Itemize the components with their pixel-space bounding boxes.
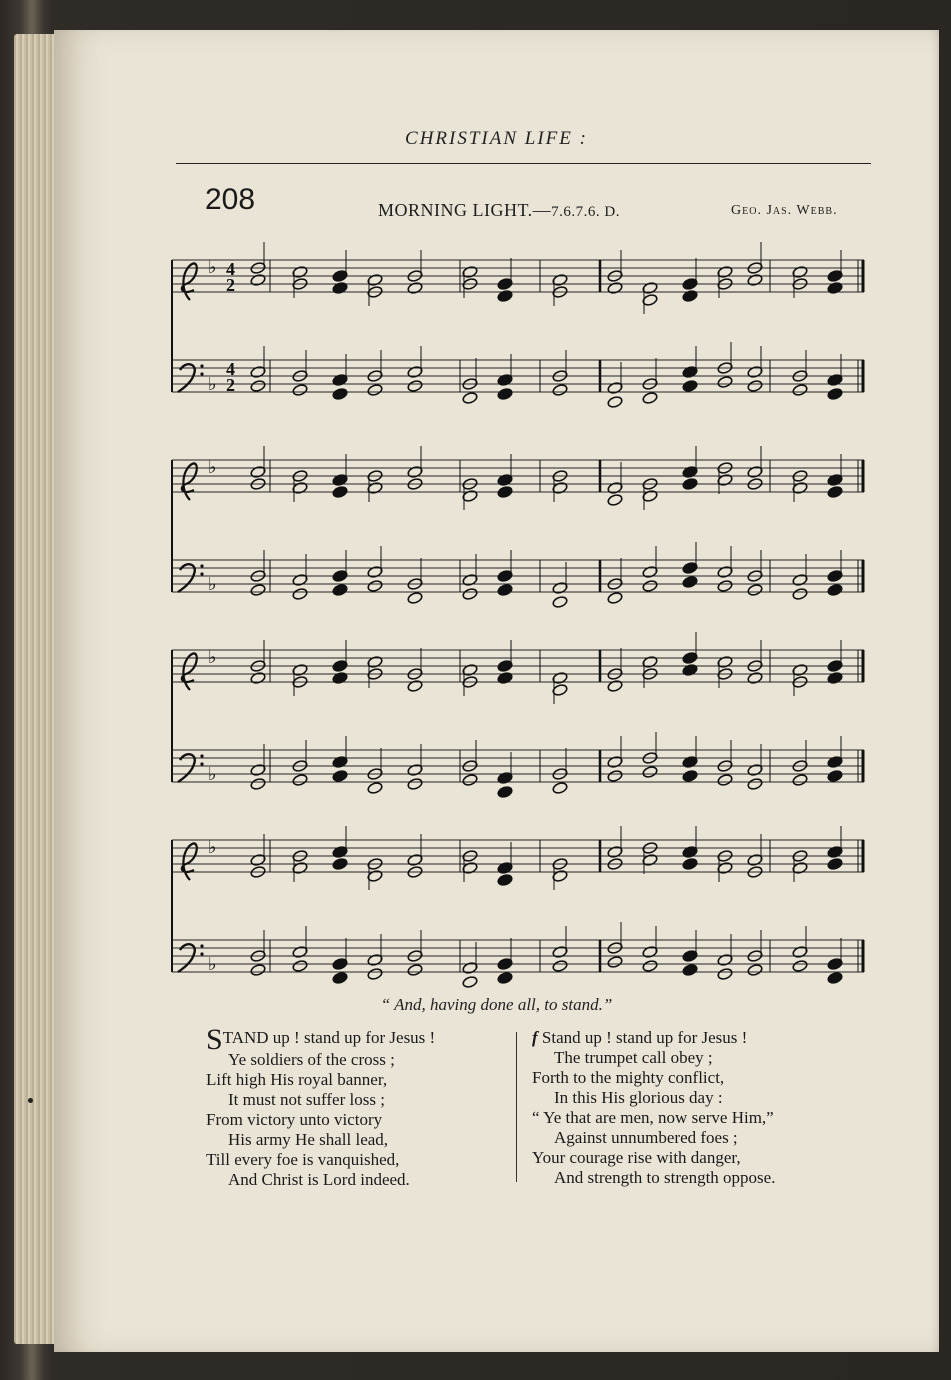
note-head bbox=[462, 391, 478, 404]
hymn-number: 208 bbox=[205, 183, 256, 216]
tune-name: MORNING LIGHT.— bbox=[378, 200, 552, 220]
note-head bbox=[827, 671, 843, 684]
note-head bbox=[367, 383, 383, 396]
verse-2 bbox=[532, 1028, 775, 1188]
book-page bbox=[54, 30, 939, 1352]
note-head bbox=[407, 591, 423, 604]
note-head bbox=[250, 379, 266, 392]
note-head bbox=[607, 493, 623, 506]
verse-line: His army He shall lead, bbox=[228, 1130, 389, 1149]
verse-line: From victory unto victory bbox=[206, 1110, 383, 1129]
note-head bbox=[792, 959, 808, 972]
note-head bbox=[462, 587, 478, 600]
verse-line: In this His glorious day : bbox=[554, 1088, 723, 1107]
bass-clef-dot bbox=[200, 944, 203, 947]
bass-clef-dot bbox=[200, 572, 203, 575]
note-head bbox=[407, 679, 423, 692]
note-head bbox=[367, 781, 383, 794]
note-head bbox=[552, 383, 568, 396]
bass-clef-dot bbox=[200, 372, 203, 375]
verse-line: Lift high His royal banner, bbox=[206, 1070, 388, 1089]
composer: Geo. Jas. Webb. bbox=[731, 203, 838, 218]
note-head bbox=[747, 583, 763, 596]
note-head bbox=[607, 769, 623, 782]
note-head bbox=[497, 785, 513, 798]
note-head bbox=[682, 379, 698, 392]
note-head bbox=[607, 679, 623, 692]
note-head bbox=[607, 591, 623, 604]
flat-sign: ♭ bbox=[208, 257, 217, 278]
note-head bbox=[292, 959, 308, 972]
note-head bbox=[827, 387, 843, 400]
verse-line: It must not suffer loss ; bbox=[228, 1090, 385, 1109]
dynamic-marking: f bbox=[532, 1028, 538, 1047]
note-head bbox=[292, 587, 308, 600]
note-head bbox=[332, 485, 348, 498]
note-head bbox=[407, 379, 423, 392]
verse-line: Against unnumbered foes ; bbox=[554, 1128, 738, 1147]
music-score bbox=[170, 230, 870, 1000]
note-head bbox=[682, 663, 698, 676]
note-head bbox=[552, 781, 568, 794]
note-head bbox=[717, 579, 733, 592]
note-head bbox=[332, 583, 348, 596]
note-head bbox=[747, 777, 763, 790]
time-signature-bottom: 2 bbox=[226, 375, 235, 395]
note-head bbox=[827, 857, 843, 870]
note-head bbox=[607, 955, 623, 968]
note-head bbox=[642, 765, 658, 778]
note-head bbox=[827, 769, 843, 782]
flat-sign: ♭ bbox=[208, 837, 217, 858]
tune-meter: 7.6.7.6. D. bbox=[551, 204, 620, 220]
header-rule bbox=[176, 163, 871, 164]
verse-line: “ Ye that are men, now serve Him,” bbox=[532, 1108, 774, 1127]
bass-clef-dot bbox=[200, 364, 203, 367]
note-head bbox=[552, 595, 568, 608]
running-title: CHRISTIAN LIFE : bbox=[405, 128, 588, 149]
note-head bbox=[292, 383, 308, 396]
note-head bbox=[642, 959, 658, 972]
time-signature-top: 4 bbox=[226, 359, 235, 379]
note-head bbox=[792, 383, 808, 396]
drop-cap: S bbox=[206, 1023, 223, 1056]
note-head bbox=[717, 375, 733, 388]
note-head bbox=[792, 587, 808, 600]
note-head bbox=[497, 971, 513, 984]
note-head bbox=[792, 773, 808, 786]
note-head bbox=[827, 485, 843, 498]
bass-clef-dot bbox=[200, 754, 203, 757]
verse-line bbox=[532, 1028, 775, 1048]
verse-line: And Christ is Lord indeed. bbox=[228, 1170, 410, 1189]
note-head bbox=[250, 777, 266, 790]
verse-line: And strength to strength oppose. bbox=[554, 1168, 776, 1187]
flat-sign: ♭ bbox=[208, 374, 217, 395]
verse-divider bbox=[516, 1032, 517, 1182]
note-head bbox=[332, 387, 348, 400]
flat-sign: ♭ bbox=[208, 457, 217, 478]
page-stack-edges bbox=[14, 34, 54, 1344]
note-head bbox=[332, 281, 348, 294]
note-head bbox=[332, 769, 348, 782]
verse-line: The trumpet call obey ; bbox=[554, 1048, 713, 1067]
verse-first-line: Stand up ! stand up for Jesus ! bbox=[541, 1028, 748, 1047]
note-head bbox=[250, 273, 266, 286]
note-head bbox=[332, 857, 348, 870]
note-head bbox=[407, 777, 423, 790]
note-head bbox=[497, 289, 513, 302]
note-head bbox=[682, 477, 698, 490]
note-head bbox=[717, 773, 733, 786]
time-signature-top: 4 bbox=[226, 259, 235, 279]
verse-line bbox=[206, 1023, 436, 1056]
note-head bbox=[497, 671, 513, 684]
note-head bbox=[367, 967, 383, 980]
note-head bbox=[367, 579, 383, 592]
note-head bbox=[747, 273, 763, 286]
treble-clef-icon bbox=[182, 263, 197, 300]
note-head bbox=[607, 281, 623, 294]
verse-line: Till every foe is vanquished, bbox=[206, 1150, 400, 1169]
note-head bbox=[407, 963, 423, 976]
note-head bbox=[250, 583, 266, 596]
note-head bbox=[827, 971, 843, 984]
note-head bbox=[682, 857, 698, 870]
note-head bbox=[682, 289, 698, 302]
treble-clef-icon bbox=[182, 463, 197, 500]
note-head bbox=[497, 583, 513, 596]
note-head bbox=[827, 583, 843, 596]
note-head bbox=[552, 959, 568, 972]
time-signature-bottom: 2 bbox=[226, 275, 235, 295]
note-head bbox=[407, 281, 423, 294]
note-head bbox=[462, 975, 478, 988]
note-head bbox=[292, 773, 308, 786]
note-head bbox=[250, 963, 266, 976]
bass-clef-dot bbox=[200, 952, 203, 955]
note-head bbox=[747, 963, 763, 976]
note-head bbox=[497, 387, 513, 400]
note-head bbox=[747, 671, 763, 684]
note-head bbox=[682, 769, 698, 782]
treble-clef-icon bbox=[182, 653, 197, 690]
verse-line: Ye soldiers of the cross ; bbox=[228, 1050, 395, 1069]
verse-first-line: TAND up ! stand up for Jesus ! bbox=[222, 1028, 436, 1047]
note-head bbox=[462, 773, 478, 786]
flat-sign: ♭ bbox=[208, 954, 217, 975]
flat-sign: ♭ bbox=[208, 764, 217, 785]
verse-line: Forth to the mighty conflict, bbox=[532, 1068, 725, 1087]
treble-clef-icon bbox=[182, 843, 197, 880]
tune-heading bbox=[378, 200, 620, 221]
note-head bbox=[827, 281, 843, 294]
note-head bbox=[642, 579, 658, 592]
verse-line: Your courage rise with danger, bbox=[532, 1148, 741, 1167]
page-speck bbox=[28, 1098, 33, 1103]
note-head bbox=[607, 395, 623, 408]
note-head bbox=[250, 671, 266, 684]
bass-clef-dot bbox=[200, 564, 203, 567]
verse-1 bbox=[206, 1023, 436, 1190]
note-head bbox=[682, 575, 698, 588]
flat-sign: ♭ bbox=[208, 647, 217, 668]
note-head bbox=[497, 485, 513, 498]
note-head bbox=[682, 963, 698, 976]
note-head bbox=[717, 967, 733, 980]
note-head bbox=[497, 873, 513, 886]
note-head bbox=[642, 391, 658, 404]
flat-sign: ♭ bbox=[208, 574, 217, 595]
note-head bbox=[332, 971, 348, 984]
scripture-motto: “ And, having done all, to stand.” bbox=[380, 995, 613, 1014]
bass-clef-dot bbox=[200, 762, 203, 765]
note-head bbox=[332, 671, 348, 684]
note-head bbox=[747, 379, 763, 392]
